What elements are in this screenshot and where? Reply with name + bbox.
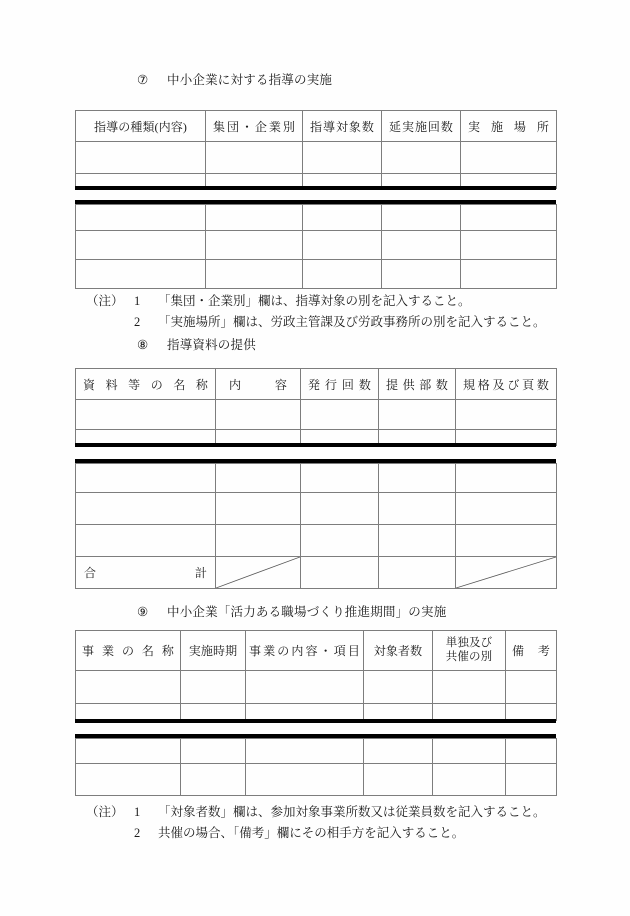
entry-cell[interactable] [181,764,246,796]
entry-cell[interactable] [364,739,433,764]
entry-cell[interactable] [76,205,206,231]
column-header-cell: 発行回数 [301,369,379,400]
section-8-table-block-2 [75,463,557,589]
entry-cell[interactable] [379,400,456,430]
table-row [76,671,557,704]
column-header-cell: 事業の内容・項目 [246,631,364,671]
entry-cell[interactable] [382,260,461,289]
table-row [76,739,557,764]
column-header-cell: 事業の名称 [76,631,181,671]
total-row [76,557,557,589]
entry-cell[interactable] [303,231,382,260]
entry-cell[interactable] [364,704,433,721]
note-text: 「集団・企業別」欄は、指導対象の別を記入すること。 [158,294,471,308]
section-9-title: 中小企業「活力ある職場づくり推進期間」の実施 [167,605,447,619]
entry-cell[interactable] [456,400,557,430]
entry-cell[interactable] [246,704,364,721]
entry-cell[interactable] [76,671,181,704]
entry-cell[interactable] [456,525,557,557]
entry-cell[interactable] [301,464,379,493]
entry-cell[interactable] [364,764,433,796]
entry-cell[interactable] [379,464,456,493]
section-8-heading [137,339,256,352]
entry-cell[interactable] [382,231,461,260]
table-row [76,142,557,174]
entry-cell[interactable] [379,525,456,557]
entry-cell[interactable] [181,704,246,721]
total-label: 合計 [84,566,207,580]
section-8-title: 指導資料の提供 [167,338,256,352]
column-header-line-2: 共催の別 [445,650,493,663]
total-row-label-cell [76,557,216,589]
column-header-cell: 規格及び頁数 [456,369,557,400]
entry-cell[interactable] [364,671,433,704]
section-7-title: 中小企業に対する指導の実施 [167,73,333,87]
note-text: 「実施場所」欄は、労政主管課及び労政事務所の別を記入すること。 [158,315,546,329]
entry-cell[interactable] [76,704,181,721]
entry-cell[interactable] [456,464,557,493]
table-break-bar-top [75,719,556,723]
table-row [76,493,557,525]
entry-cell[interactable] [433,764,506,796]
column-header-cell: 資料等の名称 [76,369,216,400]
entry-cell[interactable] [216,464,301,493]
entry-cell[interactable] [76,142,206,174]
column-header-cell: 指導対象数 [303,111,382,142]
entry-cell[interactable] [246,739,364,764]
entry-cell[interactable] [303,260,382,289]
note-index: 1 [134,805,141,819]
entry-cell[interactable] [76,464,216,493]
section-7-number: ⑦ [137,73,149,87]
column-header-cell: 実施時期 [181,631,246,671]
section-7-heading [137,74,332,87]
entry-cell[interactable] [461,142,557,174]
entry-cell[interactable] [433,671,506,704]
entry-cell[interactable] [216,400,301,430]
column-header-cell: 備考 [506,631,557,671]
entry-cell[interactable] [456,493,557,525]
table-row [76,400,557,430]
diagonal-strike-icon [216,557,300,588]
entry-cell[interactable] [216,493,301,525]
entry-cell[interactable] [301,557,379,589]
entry-cell[interactable] [461,231,557,260]
note-text: 「対象者数」欄は、参加対象事業所数又は従業員数を記入すること。 [158,805,546,819]
table-row [76,231,557,260]
section-7-table-block-1 [75,110,557,189]
column-header-cell: 実施場所 [461,111,557,142]
entry-cell[interactable] [301,400,379,430]
note-index: 2 [134,315,141,329]
entry-cell[interactable] [461,260,557,289]
table-break-bar-top [75,186,556,190]
section-9-number: ⑨ [137,605,149,619]
table-row [76,764,557,796]
column-header-cell: 内容 [216,369,301,400]
entry-cell[interactable] [216,525,301,557]
section-7-table-block-2 [75,204,557,289]
table-row [76,704,557,721]
table-row [76,205,557,231]
column-header-line-1: 単独及び [445,636,493,649]
entry-cell[interactable] [76,493,216,525]
entry-cell[interactable] [506,739,557,764]
table-break-bar-top [75,443,556,447]
column-header-cell: 集団・企業別 [206,111,303,142]
note-text: 共催の場合、「備考」欄にその相手方を記入すること。 [158,826,465,840]
table-row [76,464,557,493]
entry-cell[interactable] [206,142,303,174]
entry-cell[interactable] [461,205,557,231]
note-label: （注） [86,294,124,308]
note-index: 2 [134,826,141,840]
note-index: 1 [134,294,141,308]
entry-cell[interactable] [303,142,382,174]
entry-cell[interactable] [303,205,382,231]
entry-cell[interactable] [181,739,246,764]
entry-cell[interactable] [181,671,246,704]
entry-cell[interactable] [76,764,181,796]
entry-cell[interactable] [206,205,303,231]
table-row [76,260,557,289]
section-8-table-block-1 [75,368,557,446]
entry-cell[interactable] [433,739,506,764]
entry-cell[interactable] [382,142,461,174]
entry-cell[interactable] [246,671,364,704]
entry-cell[interactable] [379,557,456,589]
entry-cell[interactable] [506,671,557,704]
table-header-row [76,369,557,400]
entry-cell[interactable] [206,260,303,289]
column-header-cell: 指導の種類(内容) [76,111,206,142]
note-label: （注） [86,805,124,819]
section-9-table-block-1 [75,630,557,721]
entry-cell[interactable] [76,231,206,260]
table-header-row [76,631,557,671]
entry-cell[interactable] [76,739,181,764]
entry-cell[interactable] [206,231,303,260]
section-9-heading [137,606,446,619]
entry-cell[interactable] [301,525,379,557]
entry-cell[interactable] [506,704,557,721]
entry-cell[interactable] [433,704,506,721]
section-9-table-block-2 [75,738,557,796]
entry-cell[interactable] [76,525,216,557]
column-header-cell: 提供部数 [379,369,456,400]
entry-cell[interactable] [382,205,461,231]
diagonal-strike-icon [456,557,556,588]
entry-cell[interactable] [379,493,456,525]
entry-cell[interactable] [246,764,364,796]
column-header-cell: 延実施回数 [382,111,461,142]
table-row [76,525,557,557]
total-cell-struck [456,557,557,589]
section-8-number: ⑧ [137,338,149,352]
entry-cell[interactable] [301,493,379,525]
column-header-cell: 対象者数 [364,631,433,671]
entry-cell[interactable] [76,400,216,430]
entry-cell[interactable] [76,260,206,289]
table-header-row [76,111,557,142]
entry-cell[interactable] [506,764,557,796]
total-cell-struck [216,557,301,589]
column-header-cell [433,631,506,671]
